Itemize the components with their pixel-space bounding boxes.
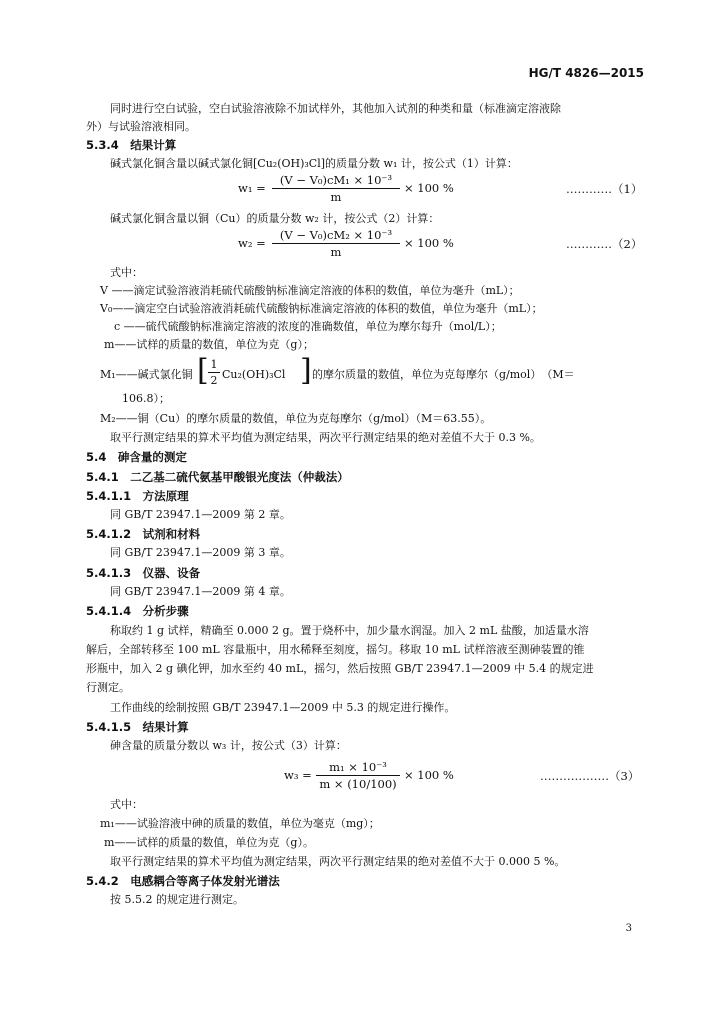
paragraph-line: 同 GB/T 23947.1—2009 第 3 章。 [110, 546, 291, 559]
equation-1-tail: × 100 % [404, 181, 454, 195]
paragraph-line: 同时进行空白试验，空白试验溶液除不加试样外，其他加入试剂的种类和量（标准滴定溶液除 [110, 102, 561, 115]
equation-2-lhs: w₂ = [238, 236, 266, 250]
section-heading-5-4-1: 5.4.1 二乙基二硫代氨基甲酸银光度法（仲裁法） [86, 470, 349, 484]
page-number: 3 [625, 923, 632, 934]
equation-3-lhs: w₃ = [284, 768, 312, 782]
half-fraction-denominator: 2 [210, 374, 218, 387]
paragraph-line: 碱式氯化铜含量以铜（Cu）的质量分数 w₂ 计，按公式（2）计算： [110, 212, 440, 225]
where-label: 式中： [110, 266, 143, 279]
section-heading-5-4-1-3: 5.4.1.3 仪器、设备 [86, 566, 201, 580]
fraction-bar [272, 243, 400, 244]
section-heading-5-3-4: 5.3.4 结果计算 [86, 138, 177, 152]
equation-2-numerator: (V − V₀)cM₂ × 10⁻³ [279, 228, 393, 242]
definition-m: m——试样的质量的数值，单位为克（g）； [104, 338, 314, 351]
section-heading-5-4-1-1: 5.4.1.1 方法原理 [86, 489, 189, 503]
section-heading-5-4-1-4: 5.4.1.4 分析步骤 [86, 604, 189, 618]
paragraph-line: 外）与试验溶液相同。 [86, 120, 196, 133]
standard-code-header: HG/T 4826—2015 [528, 66, 644, 80]
fraction-bar [316, 775, 400, 776]
definition-m: m——试样的质量的数值，单位为克（g）。 [104, 836, 314, 849]
equation-2-denominator: m [330, 245, 342, 259]
left-bracket: [ [197, 353, 209, 388]
definition-M1-value: 106.8）； [122, 392, 170, 405]
definition-c: c ——硫代硫酸钠标准滴定溶液的浓度的准确数值，单位为摩尔每升（mol/L）； [114, 320, 502, 333]
paragraph-line: 按 5.5.2 的规定进行测定。 [110, 893, 244, 906]
equation-3-number: ………………（3） [540, 769, 640, 783]
definition-V: V ——滴定试验溶液消耗硫代硫酸钠标准滴定溶液的体积的数值，单位为毫升（mL）； [100, 284, 520, 297]
definition-V0: V₀——滴定空白试验溶液消耗硫代硫酸钠标准滴定溶液的体积的数值，单位为毫升（mL）； [100, 302, 543, 315]
equation-2-number: …………（2） [566, 237, 643, 251]
definition-M2: M₂——铜（Cu）的摩尔质量的数值，单位为克每摩尔（g/mol）（M＝63.55）。 [100, 412, 492, 425]
paragraph-line: 取平行测定结果的算术平均值为测定结果，两次平行测定结果的绝对差值不大于 0.000 5 %。 [110, 855, 566, 868]
paragraph-line: 取平行测定结果的算术平均值为测定结果，两次平行测定结果的绝对差值不大于 0.3 %。 [110, 431, 541, 444]
section-heading-5-4-1-5: 5.4.1.5 结果计算 [86, 720, 189, 734]
equation-3-tail: × 100 % [404, 768, 454, 782]
equation-1-number: …………（1） [566, 182, 643, 196]
paragraph-line: 同 GB/T 23947.1—2009 第 4 章。 [110, 585, 291, 598]
right-bracket: ] [300, 353, 312, 388]
definition-M1-desc: 的摩尔质量的数值，单位为克每摩尔（g/mol） （M＝ [312, 368, 575, 381]
paragraph-line: 解后，全部转移至 100 mL 容量瓶中，用水稀释至刻度，摇匀。移取 10 mL 试样溶液至测砷装置的锥 [86, 643, 585, 656]
section-heading-5-4: 5.4 砷含量的测定 [86, 450, 187, 464]
paragraph-line: 行测定。 [86, 681, 130, 694]
equation-3-denominator: m × (10/100) [319, 777, 397, 791]
equation-1-numerator: (V − V₀)cM₁ × 10⁻³ [279, 173, 393, 187]
fraction-bar [272, 188, 400, 189]
half-fraction-numerator: 1 [210, 358, 218, 371]
section-heading-5-4-2: 5.4.2 电感耦合等离子体发射光谱法 [86, 874, 280, 888]
equation-1-denominator: m [330, 190, 342, 204]
fraction-bar [208, 372, 220, 373]
paragraph-line: 称取约 1 g 试样，精确至 0.000 2 g。置于烧杯中，加少量水润湿。加入 2 mL 盐酸，加适量水溶 [110, 624, 589, 637]
definition-M1: M₁——碱式氯化铜 [100, 368, 193, 381]
definition-m1: m₁——试验溶液中砷的质量的数值，单位为毫克（mg）； [100, 817, 380, 830]
paragraph-line: 碱式氯化铜含量以碱式氯化铜[Cu₂(OH)₃Cl]的质量分数 w₁ 计，按公式（1）计算： [110, 157, 518, 170]
paragraph-line: 形瓶中，加入 2 g 碘化钾，加水至约 40 mL，摇匀，然后按照 GB/T 23947.1—2009 中 5.4 的规定进 [86, 662, 594, 675]
paragraph-line: 工作曲线的绘制按照 GB/T 23947.1—2009 中 5.3 的规定进行操作。 [110, 701, 456, 714]
equation-3-numerator: m₁ × 10⁻³ [329, 760, 387, 774]
equation-2-tail: × 100 % [404, 236, 454, 250]
paragraph-line: 同 GB/T 23947.1—2009 第 2 章。 [110, 508, 291, 521]
equation-1-lhs: w₁ = [238, 181, 266, 195]
formula-cu2oh3cl: Cu₂(OH)₃Cl [222, 368, 286, 381]
where-label: 式中： [110, 798, 143, 811]
section-heading-5-4-1-2: 5.4.1.2 试剂和材料 [86, 527, 201, 541]
paragraph-line: 砷含量的质量分数以 w₃ 计，按公式（3）计算： [110, 739, 347, 752]
